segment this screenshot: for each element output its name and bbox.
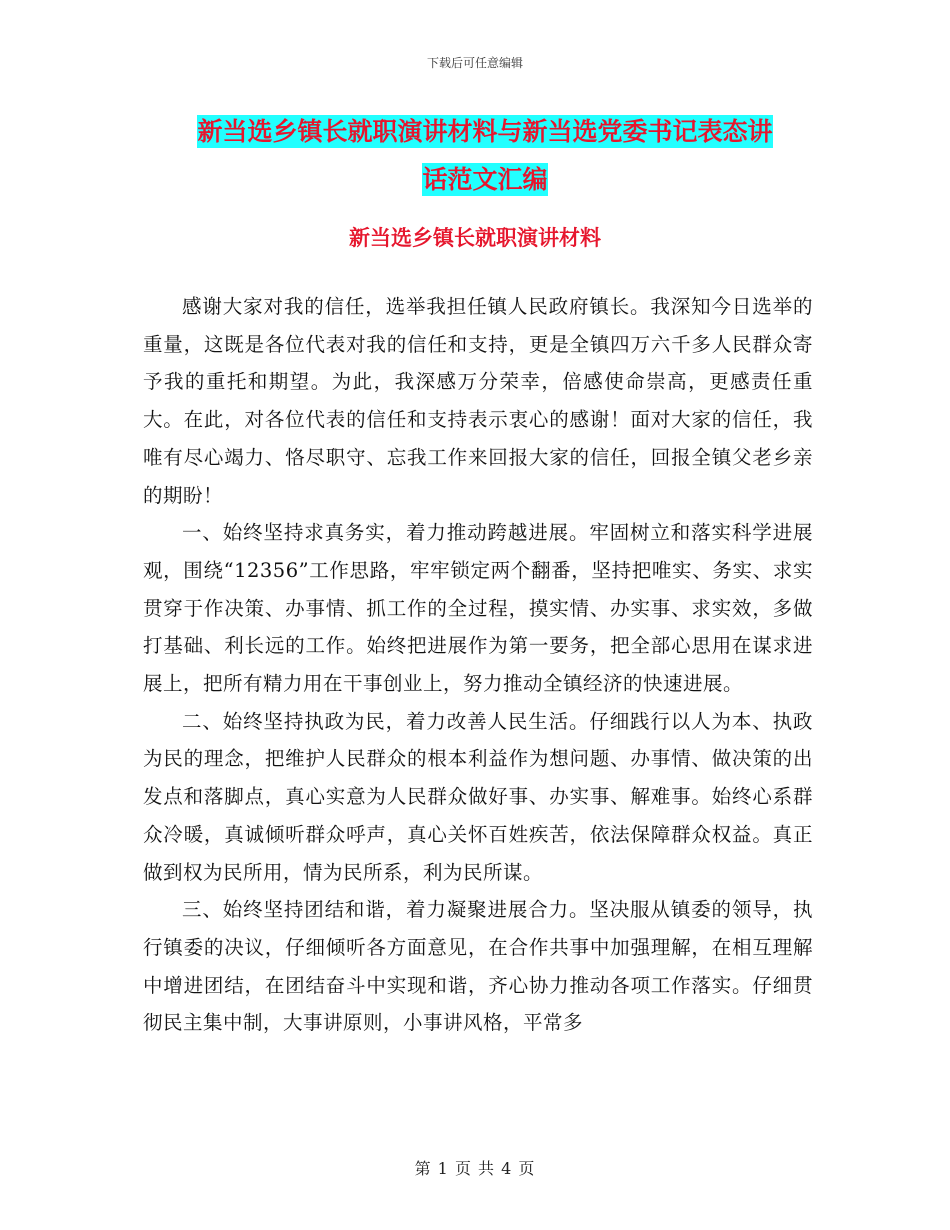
paragraph: 三、始终坚持团结和谐，着力凝聚进展合力。坚决服从镇委的领导，执行镇委的决议，仔细倾听各方面意见，在合作共事中加强理解，在相互理解中增进团结，在团结奋斗中实现和谐，齐心协力推动各项工作落实。仔细贯彻民主集中制，大事讲原则，小事讲风格，平常多 bbox=[143, 898, 813, 1035]
document-title bbox=[140, 108, 830, 204]
header-note: 下载后可任意编辑 bbox=[426, 56, 523, 70]
paragraph: 二、始终坚持执政为民，着力改善人民生活。仔细践行以人为本、执政为民的理念，把维护人民群众的根本利益作为想问题、办事情、做决策的出发点和落脚点，真心实意为人民群众做好事、办实事、解难事。始终心系群众冷暖，真诚倾听群众呼声，真心关怀百姓疾苦，依法保障群众权益。真正做到权为民所用，情为民所系，利为民所谋。 bbox=[143, 709, 813, 884]
paragraph: 一、始终坚持求真务实，着力推动跨越进展。牢固树立和落实科学进展观，围绕“12356”工作思路，牢牢锁定两个翻番，坚持把唯实、务实、求实贯穿于作决策、办事情、抓工作的全过程，摸实情、办实事、求实效，多做打基础、利长远的工作。始终把进展作为第一要务，把全部心思用在谋求进展上，把所有精力用在干事创业上，努力推动全镇经济的快速进展。 bbox=[143, 521, 813, 696]
paragraph: 感谢大家对我的信任，选举我担任镇人民政府镇长。我深知今日选举的重量，这既是各位代表对我的信任和支持，更是全镇四万六千多人民群众寄予我的重托和期望。为此，我深感万分荣幸，倍感使命崇高，更感责任重大。在此，对各位代表的信任和支持表示衷心的感谢！面对大家的信任，我唯有尽心竭力、恪尽职守、忘我工作来回报大家的信任，回报全镇父老乡亲的期盼！ bbox=[143, 295, 813, 507]
title-line-1: 新当选乡镇长就职演讲材料与新当选党委书记表态讲 bbox=[197, 117, 773, 146]
section-title: 新当选乡镇长就职演讲材料 bbox=[349, 226, 601, 250]
page-footer: 第 1 页 共 4 页 bbox=[414, 1159, 536, 1178]
body-text bbox=[143, 288, 813, 1042]
title-line-2: 话范文汇编 bbox=[422, 165, 548, 194]
